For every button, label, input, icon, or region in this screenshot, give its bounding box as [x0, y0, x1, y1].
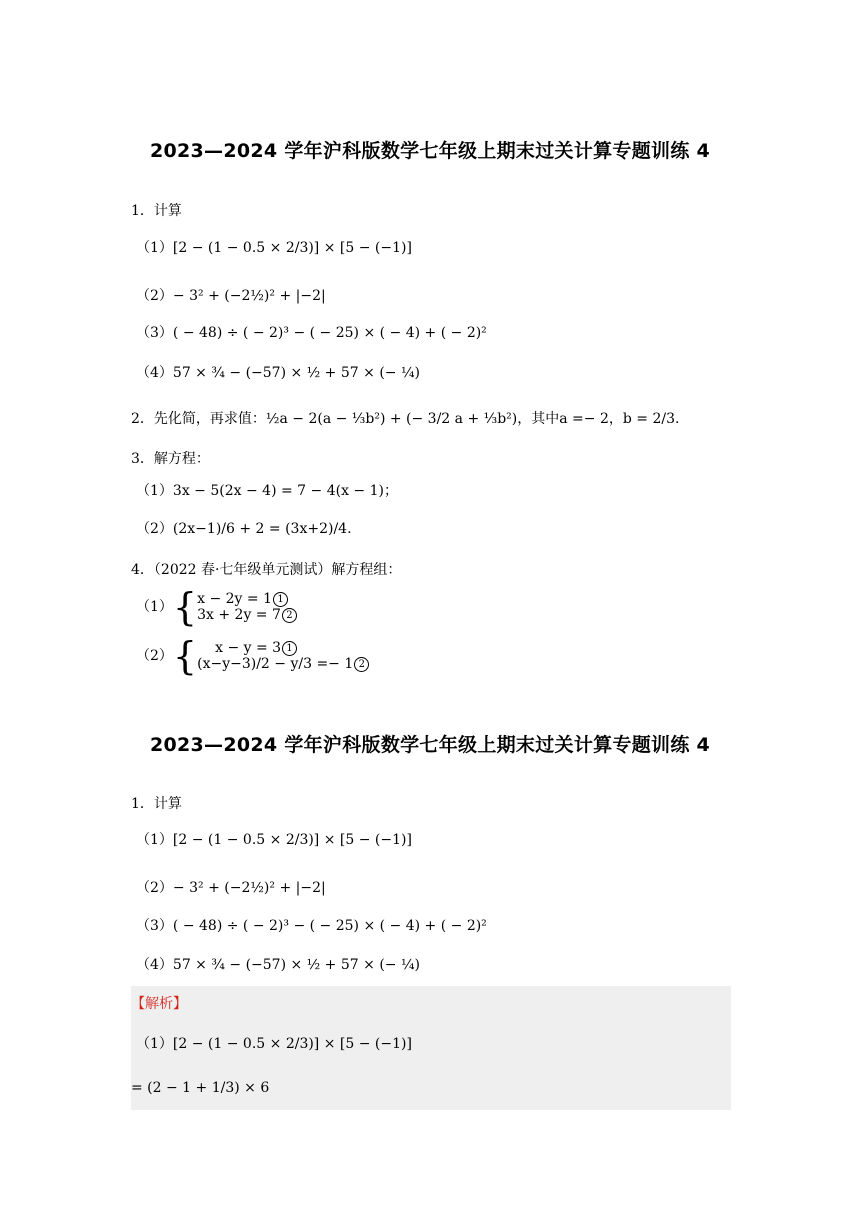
q1-item-1-expr: [2 − (1 − 0.5 × 2/3)] × [5 − (−1)]: [172, 240, 412, 256]
q1-heading: 1．计算: [131, 203, 182, 219]
analysis-line-1-num: （1）: [136, 1036, 173, 1052]
analysis-label: 【解析】: [131, 996, 187, 1012]
q1-item-3-repeat: [136, 915, 487, 935]
q4-system-2-eq1: x − y = 3 1: [197, 640, 369, 656]
q1-item-1-num: （1）: [136, 832, 173, 848]
analysis-line-2-expr: = (2 − 1 + 1/3) × 6: [131, 1080, 270, 1096]
circled-number: 1: [273, 592, 288, 607]
q1-item-1: [136, 237, 412, 257]
q4-system-1-num: （1）: [136, 599, 173, 615]
brace-icon: {: [172, 634, 198, 678]
q3-item-2-expr: (2x−1)/6 + 2 = (3x+2)/4.: [172, 521, 352, 537]
q1-item-1-expr: [2 − (1 − 0.5 × 2/3)] × [5 − (−1)]: [172, 832, 412, 848]
q1-item-2-expr: − 3² + (−2½)² + |−2|: [172, 288, 326, 304]
q1-item-2-expr: − 3² + (−2½)² + |−2|: [172, 880, 326, 896]
q1-item-3: [136, 322, 487, 342]
q1-item-4-num: （4）: [136, 957, 173, 973]
q1-item-2-repeat: [136, 877, 326, 897]
q1-item-2-num: （2）: [136, 288, 173, 304]
q1-item-3-num: （3）: [136, 325, 173, 341]
brace-icon: {: [172, 585, 198, 629]
q3-item-2-num: （2）: [136, 521, 173, 537]
analysis-line-1: [136, 1033, 412, 1053]
q1-item-3-expr: ( − 48) ÷ ( − 2)³ − ( − 25) × ( − 4) + ( − 2)²: [172, 325, 487, 341]
q4-system-1-eq1: x − 2y = 1 1: [197, 591, 297, 607]
q1-item-3-expr: ( − 48) ÷ ( − 2)³ − ( − 25) × ( − 4) + ( − 2)²: [172, 918, 487, 934]
q4-system-2: [136, 634, 369, 678]
q4-system-2-num: （2）: [136, 648, 173, 664]
section-title-repeat: 2023—2024 学年沪科版数学七年级上期末过关计算专题训练 4: [149, 734, 711, 756]
q1-item-4-expr: 57 × ¾ − (−57) × ½ + 57 × (− ¼): [172, 365, 420, 381]
q1-item-3-num: （3）: [136, 918, 173, 934]
circled-number: 2: [282, 608, 297, 623]
q4-heading: 4．（2022 春·七年级单元测试）解方程组：: [131, 562, 402, 578]
q4-system-1-eq2: 3x + 2y = 7 2: [197, 607, 297, 623]
page-title: 2023—2024 学年沪科版数学七年级上期末过关计算专题训练 4: [149, 140, 711, 162]
q3-item-1: [136, 480, 398, 500]
q1-item-4-num: （4）: [136, 365, 173, 381]
circled-number: 1: [282, 641, 297, 656]
q1-item-2: [136, 285, 326, 305]
q1-item-4: [136, 362, 420, 382]
q1-item-1-repeat: [136, 829, 412, 849]
q1-item-1-num: （1）: [136, 240, 173, 256]
circled-number: 2: [354, 657, 369, 672]
analysis-tag: [131, 993, 187, 1013]
q2-text: 2．先化简，再求值：½a − 2(a − ⅓b²) + (− 3/2 a + ⅓b²)，其中a =− 2，b = 2/3.: [131, 411, 680, 427]
analysis-line-1-expr: [2 − (1 − 0.5 × 2/3)] × [5 − (−1)]: [172, 1036, 412, 1052]
q3-item-2: [136, 518, 352, 538]
q4-system-2-eq2: (x−y−3)/2 − y/3 =− 1 2: [197, 656, 369, 672]
q4-system-1: [136, 585, 297, 629]
q1-item-4-expr: 57 × ¾ − (−57) × ½ + 57 × (− ¼): [172, 957, 420, 973]
q3-item-1-expr: 3x − 5(2x − 4) = 7 − 4(x − 1)；: [172, 483, 398, 499]
q1-heading-repeat: 1．计算: [131, 796, 182, 812]
q3-item-1-num: （1）: [136, 483, 173, 499]
q3-heading: 3．解方程：: [131, 451, 210, 467]
q1-item-4-repeat: [136, 954, 420, 974]
analysis-line-2: [131, 1080, 269, 1096]
q1-item-2-num: （2）: [136, 880, 173, 896]
